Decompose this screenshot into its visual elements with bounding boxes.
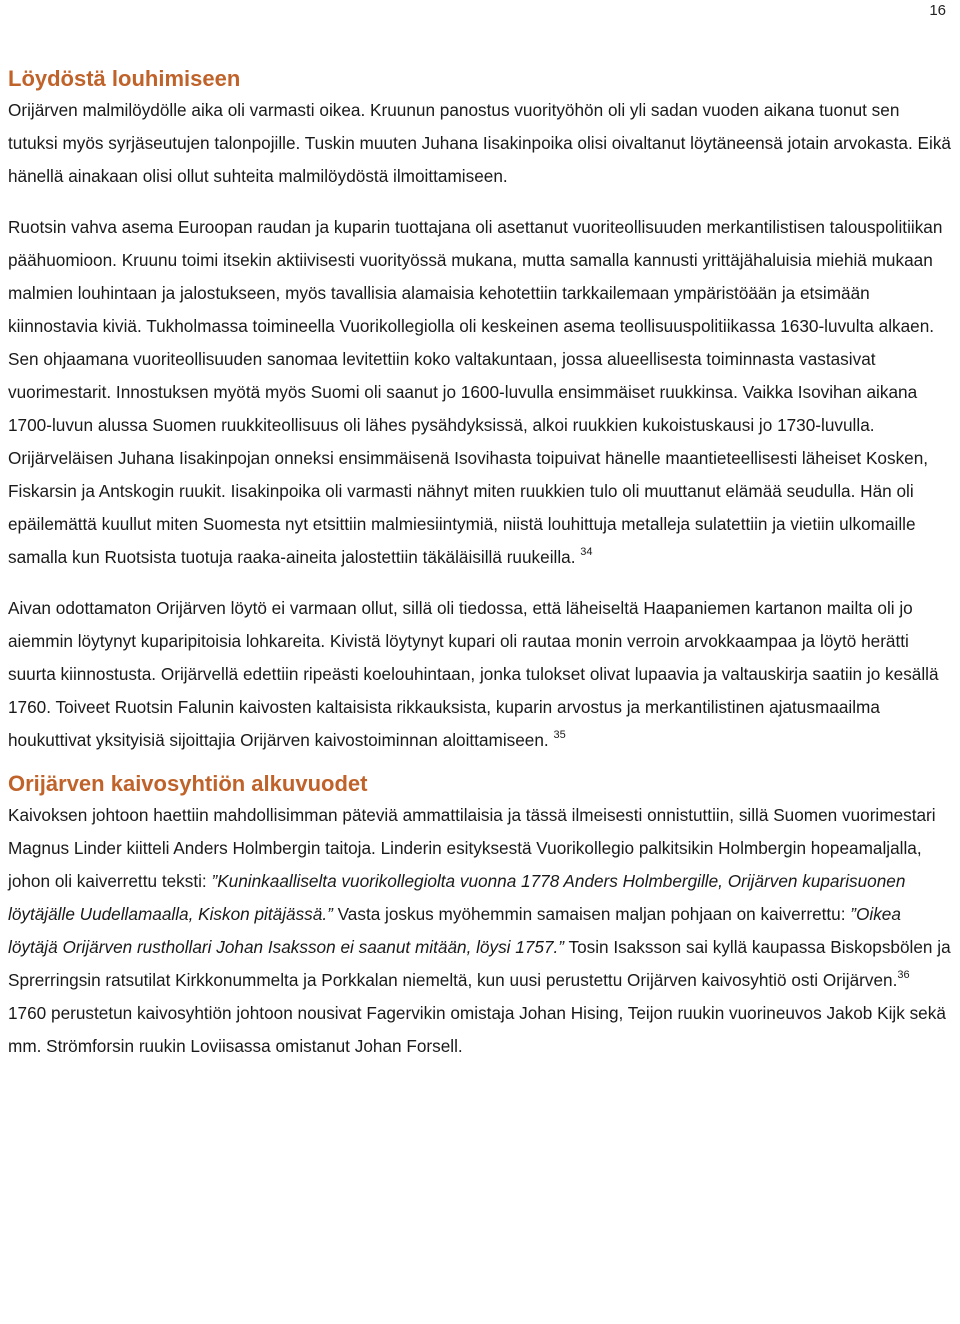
paragraph-3 bbox=[8, 592, 952, 757]
section-heading-2: Orijärven kaivosyhtiön alkuvuodet bbox=[8, 771, 368, 796]
paragraph-4-text-c: Tosin Isaksson sai kyllä kaupassa Biskopsbölen ja Sprerringsin ratsutilat Kirkkonummelta ja Porkkalan niemeltä, kun uusi perustettu Orijärven kaivosyhtiö osti Orijärven. bbox=[8, 937, 951, 990]
footnote-ref-34: 34 bbox=[580, 546, 593, 558]
paragraph-2 bbox=[8, 211, 952, 574]
footnote-ref-36: 36 bbox=[897, 969, 910, 981]
paragraph-4 bbox=[8, 799, 952, 1063]
footnote-ref-35: 35 bbox=[553, 729, 566, 741]
paragraph-1: Orijärven malmilöydölle aika oli varmasti oikea. Kruunun panostus vuorityöhön oli yli sadan vuoden aikana tuonut sen tutuksi myös syrjäseutujen talonpojille. Tuskin muuten Juhana Iisakinpoika olisi oivaltanut löytäneensä jotain arvokasta. Eikä hänellä ainakaan olisi ollut suhteita malmilöydöstä ilmoittamiseen. bbox=[8, 100, 951, 186]
engraving-quote-1: ”Kuninkaalliselta vuorikollegiolta vuonna 1778 Anders Holmbergille, Orijärven kuparisuonen löytäjälle Uudellamaalla, Kiskon pitäjässä.” bbox=[8, 871, 906, 924]
paragraph-2-text: Ruotsin vahva asema Euroopan raudan ja kuparin tuottajana oli asettanut vuoriteollisuuden merkantilistisen talouspolitiikan päähuomioon. Kruunu toimi itsekin aktiivisesti vuorityössä mukana, mutta samalla kannusti yrittäjähaluisia miehiä mukaan malmien louhintaan ja jalostukseen, myös tavallisia alamaisia kehotettiin tarkkailemaan ympäristöään ja etsimään kiinnostavia kiviä. Tukholmassa toimineella Vuorikollegiolla oli keskeinen asema teollisuuspolitiikassa 1630-luvulta alkaen. Sen ohjaamana vuoriteollisuuden sanomaa levitettiin koko valtakuntaan, jossa alueellisesta toiminnasta vastasivat vuorimestarit. Innostuksen myötä myös Suomi oli saanut jo 1600-luvulla ensimmäiset ruukkinsa. Vaikka Isovihan aikana 1700-luvun alussa Suomen ruukkiteollisuus oli lähes pysähdyksissä, alkoi ruukkien kukoistuskausi jo 1730-luvulla. Orijärveläisen Juhana Iisakinpojan onneksi ensimmäisenä Isovihasta toipuivat hänelle maantieteellisesti läheiset Kosken, Fiskarsin ja Antskogin ruukit. Iisakinpoika oli varmasti nähnyt miten ruukkien tulo oli muuttanut elämää seudulla. Hän oli epäilemättä kuullut miten Suomesta nyt etsittiin malmiesiintymiä, niistä louhittuja metalleja sulatettiin ja vietiin ulkomaille samalla kun Ruotsista tuotuja raaka-aineita jalostettiin täkäläisillä ruukeilla. bbox=[8, 217, 943, 567]
paragraph-3-text: Aivan odottamaton Orijärven löytö ei varmaan ollut, sillä oli tiedossa, että läheiseltä Haapaniemen kartanon mailta oli jo aiemmin löytynyt kuparipitoisia lohkareita. Kivistä löytynyt kupari oli rautaa monin verroin arvokkaampaa ja löytö herätti suurta kiinnostusta. Orijärvellä edettiin ripeästi koelouhintaan, jonka tulokset olivat lupaavia ja valtauskirja saatiin jo kesällä 1760. Toiveet Ruotsin Falunin kaivosten kaltaisista rikkauksista, kuparin arvostus ja merkantilistinen ajatusmaailma houkuttivat yksityisiä sijoittajia Orijärven kaivostoiminnan aloittamiseen. bbox=[8, 598, 939, 750]
document-body bbox=[8, 64, 952, 1063]
section-heading-1: Löydöstä louhimiseen bbox=[8, 66, 241, 91]
page-number: 16 bbox=[929, 2, 946, 19]
paragraph-4-text-b: Vasta joskus myöhemmin samaisen maljan pohjaan on kaiverrettu: bbox=[332, 904, 851, 924]
engraving-quote-2: ”Oikea löytäjä Orijärven rusthollari Johan Isaksson ei saanut mitään, löysi 1757.” bbox=[8, 904, 901, 957]
paragraph-4-text-a: Kaivoksen johtoon haettiin mahdollisimman päteviä ammattilaisia ja tässä ilmeisesti onnistuttiin, sillä Suomen vuorimestari Magnus Linder kiitteli Anders Holmbergin taitoja. Linderin esityksestä Vuorikollegio palkitsikin Holmbergin hopeamaljalla, johon oli kaiverrettu teksti: bbox=[8, 805, 936, 891]
paragraph-4-text-d: 1760 perustetun kaivosyhtiön johtoon nousivat Fagervikin omistaja Johan Hising, Teijon ruukin vuorineuvos Jakob Kijk sekä mm. Strömforsin ruukin Loviisassa omistanut Johan Forsell. bbox=[8, 1003, 946, 1056]
